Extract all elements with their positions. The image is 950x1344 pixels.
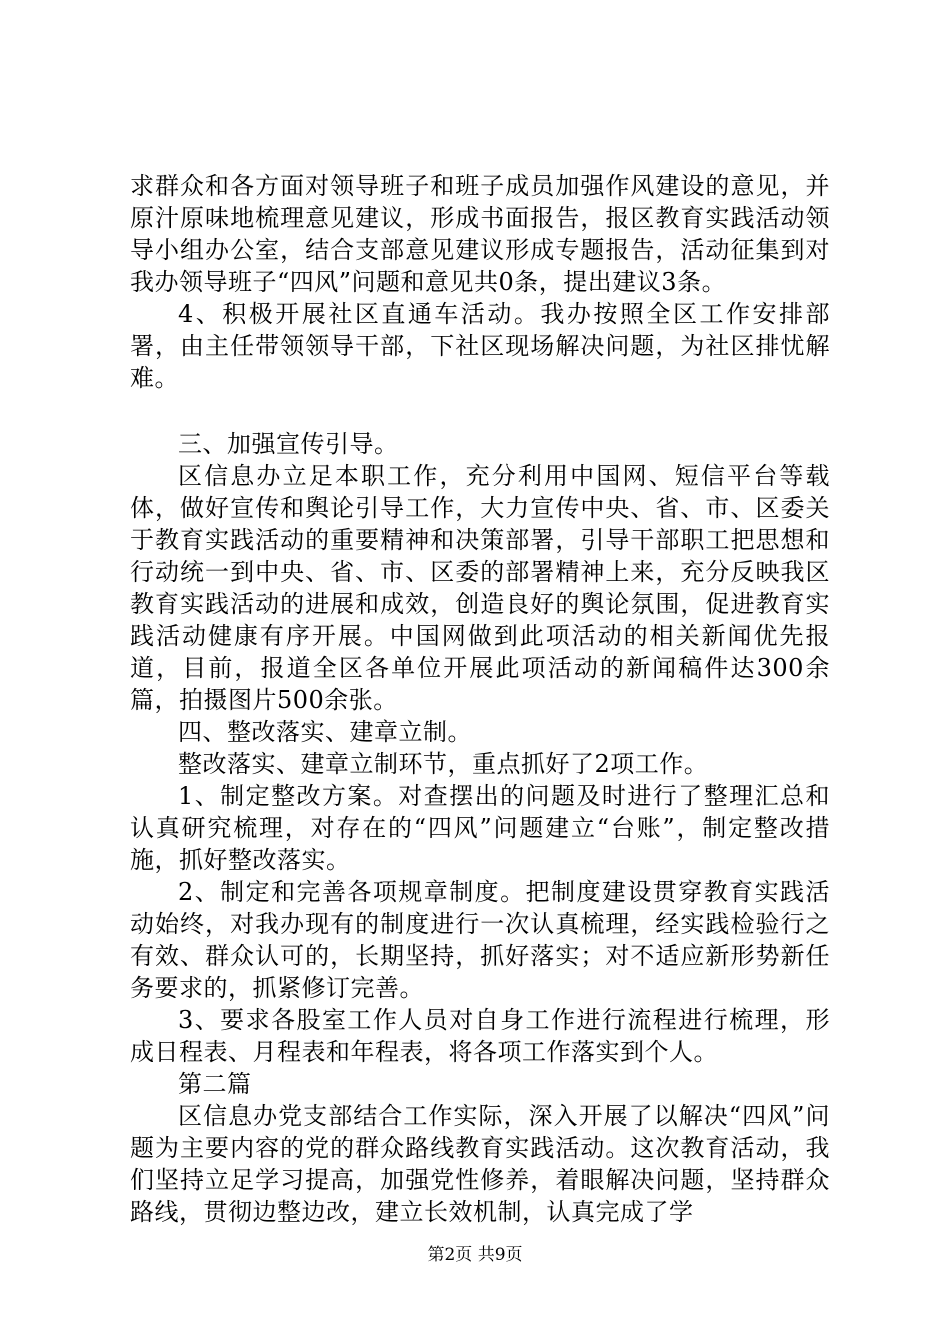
paragraph-rectification-intro: 整改落实、建章立制环节，重点抓好了2项工作。 [178, 750, 709, 778]
paragraph-opinions-summary: 求群众和各方面对领导班子和班子成员加强作风建设的意见，并原汁原味地梳理意见建议，形成书面报告，报区教育实践活动领导小组办公室，结合支部意见建议形成专题报告，活动征集到对我办领导班子“四风”问题和意见共0条，提出建议3条。 [130, 172, 830, 296]
section-heading-rectification: 四、整改落实、建章立制。 [178, 718, 472, 746]
paragraph-part-two-intro: 区信息办党支部结合工作实际，深入开展了以解决“四风”问题为主要内容的党的群众路线教育实践活动。这次教育活动，我们坚持立足学习提高，加强党性修养，着眼解决问题，坚持群众路线，贯彻边整边改，建立长效机制，认真完成了学 [130, 1102, 830, 1226]
paragraph-rules-system: 2、制定和完善各项规章制度。把制度建设贯穿教育实践活动始终，对我办现有的制度进行一次认真梳理，经实践检验行之有效、群众认可的，长期坚持，抓好落实；对不适应新形势新任务要求的，抓紧修订完善。 [130, 878, 830, 1002]
paragraph-rectification-plan: 1、制定整改方案。对查摆出的问题及时进行了整理汇总和认真研究梳理，对存在的“四风”问题建立“台账”，制定整改措施，抓好整改落实。 [130, 782, 830, 874]
page-number-footer: 第2页 共9页 [427, 1245, 523, 1265]
document-body [130, 170, 830, 1228]
section-heading-part-two: 第二篇 [178, 1070, 252, 1098]
paragraph-spacer [130, 394, 830, 428]
paragraph-community-activity: 4、积极开展社区直通车活动。我办按照全区工作安排部署，由主任带领领导干部，下社区现场解决问题，为社区排忧解难。 [130, 300, 830, 392]
paragraph-publicity: 区信息办立足本职工作，充分利用中国网、短信平台等载体，做好宣传和舆论引导工作，大力宣传中央、省、市、区委关于教育实践活动的重要精神和决策部署，引导干部职工把思想和行动统一到中央、省、市、区委的部署精神上来，充分反映我区教育实践活动的进展和成效，创造良好的舆论氛围，促进教育实践活动健康有序开展。中国网做到此项活动的相关新闻优先报道，目前，报道全区各单位开展此项活动的新闻稿件达300余篇，拍摄图片500余张。 [130, 462, 830, 714]
section-heading-publicity: 三、加强宣传引导。 [178, 430, 399, 458]
paragraph-workflow: 3、要求各股室工作人员对自身工作进行流程进行梳理，形成日程表、月程表和年程表，将各项工作落实到个人。 [130, 1006, 830, 1066]
